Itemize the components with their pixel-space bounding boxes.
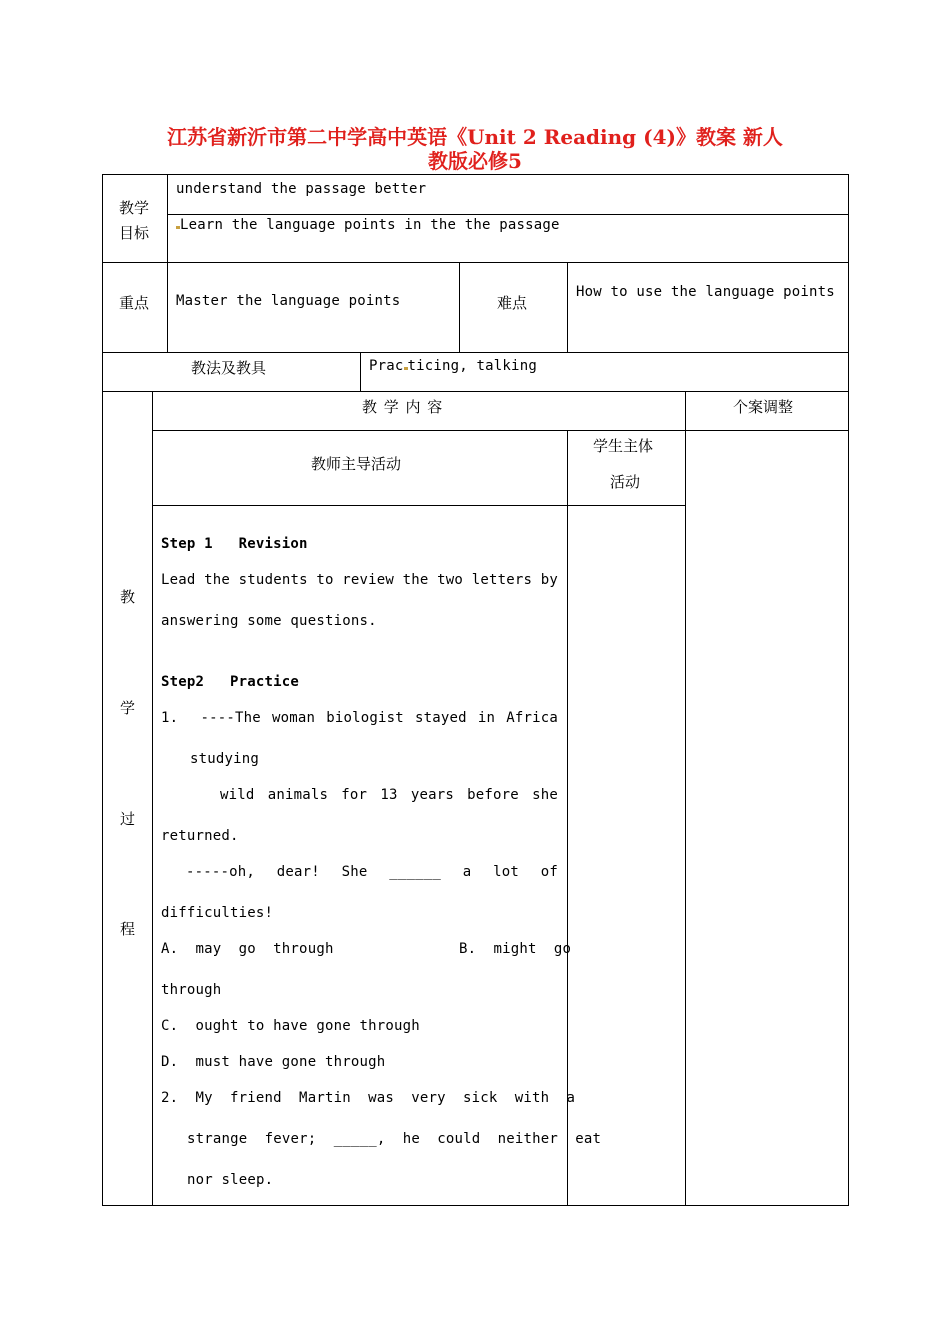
key-points-label: 重点	[119, 294, 150, 312]
process-label-char-3: 过	[120, 810, 136, 828]
lesson-plan-table	[102, 174, 849, 1206]
question1-line3: wild animals for 13 years before she	[220, 787, 558, 803]
teacher-activity-header: 教师主导活动	[311, 455, 402, 473]
difficulty-label: 难点	[497, 294, 528, 312]
content-header: 教 学 内 容	[362, 398, 444, 416]
methods-label: 教法及教具	[191, 359, 267, 377]
process-label-char-2: 学	[120, 699, 136, 717]
step2-title: Step2 Practice	[161, 674, 300, 690]
question1-option-d: D. must have gone through	[161, 1054, 386, 1070]
objective-item-2-text: Learn the language points in the the passage	[180, 217, 560, 233]
rule-focus-mid	[459, 262, 460, 352]
question1-option-c: C. ought to have gone through	[161, 1018, 420, 1034]
objective-item-1: understand the passage better	[176, 181, 427, 197]
adjustment-header: 个案调整	[733, 398, 794, 416]
question2-line1: 2. My friend Martin was very sick with a	[161, 1090, 576, 1106]
rule-after-content-header	[153, 430, 848, 431]
student-activity-header-line2: 活动	[610, 473, 641, 491]
document-title-line1: 江苏省新沂市第二中学高中英语《Unit 2 Reading (4)》教案 新人	[167, 125, 783, 149]
rule-label-col	[167, 174, 168, 352]
methods-value-part1: Prac	[369, 358, 404, 374]
student-activity-header-line1: 学生主体	[593, 437, 654, 455]
step1-line2: answering some questions.	[161, 613, 377, 629]
question1-option-b: B. might go	[459, 941, 572, 957]
objectives-label-line2: 目标	[119, 224, 150, 242]
rule-after-objectives	[102, 262, 848, 263]
process-label-char-4: 程	[120, 920, 136, 938]
question1-line1: 1. ----The woman biologist stayed in Africa	[161, 710, 558, 726]
rule-after-activity-header	[153, 505, 685, 506]
question1-line2: studying	[190, 751, 260, 767]
step1-line1: Lead the students to review the two letters by	[161, 572, 558, 588]
objective-item-2	[176, 217, 560, 233]
methods-value-part2: ticing, talking	[407, 358, 537, 374]
question1-line6: difficulties!	[161, 905, 274, 921]
question1-option-a: A. may go through	[161, 941, 334, 957]
methods-value	[369, 358, 537, 374]
rule-adjust-col	[685, 391, 686, 1206]
question2-line3: nor sleep.	[187, 1172, 274, 1188]
question1-option-b-cont: through	[161, 982, 222, 998]
objectives-label-line1: 教学	[119, 199, 150, 217]
process-label-char-1: 教	[120, 588, 136, 606]
step1-title: Step 1 Revision	[161, 536, 308, 552]
rule-process-label	[152, 391, 153, 1206]
rule-focus-right	[567, 262, 568, 352]
document-title-line2: 教版必修5	[428, 149, 522, 173]
rule-methods	[360, 352, 361, 391]
rule-objectives-split	[168, 214, 848, 215]
question1-line4: returned.	[161, 828, 239, 844]
question2-line2: strange fever; _____, he could neither eat	[187, 1131, 602, 1147]
rule-after-methods	[102, 391, 848, 392]
rule-after-focus	[102, 352, 848, 353]
difficulty-value: How to use the language points	[576, 284, 835, 300]
key-points-value: Master the language points	[176, 293, 401, 309]
question1-line5: -----oh, dear! She ______ a lot of	[186, 864, 558, 880]
